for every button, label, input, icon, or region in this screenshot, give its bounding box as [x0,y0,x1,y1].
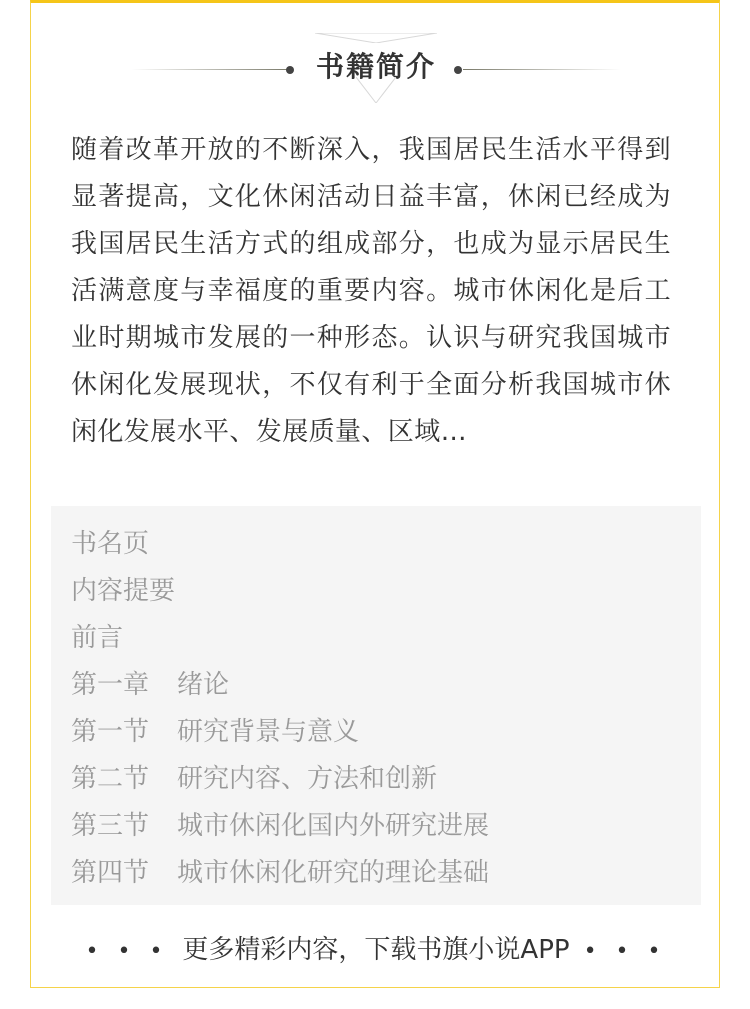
header-right-line [463,69,621,70]
header-top-triangle-decoration [315,33,437,43]
header-right-dot [454,66,462,74]
toc-item[interactable] [71,615,681,662]
section-title: 书籍简介 [315,50,436,83]
toc-item[interactable] [71,756,681,803]
toc-chapter-title: 城市休闲化研究的理论基础 [177,858,490,888]
toc-chapter-label: 前言 [71,623,124,653]
toc-item[interactable] [71,662,681,709]
toc-chapter-title: 绪论 [177,670,230,700]
footer-right-dots: • • • [583,939,667,964]
book-intro-card [30,0,720,988]
table-of-contents [51,506,701,905]
toc-chapter-label: 第一节 [71,717,150,747]
download-app-link[interactable] [31,925,721,975]
toc-chapter-label: 书名页 [71,529,150,559]
download-app-text: 更多精彩内容，下载书旗小说APP [182,935,570,965]
toc-item[interactable] [71,568,681,615]
toc-item[interactable] [71,709,681,756]
toc-chapter-label: 第四节 [71,858,150,888]
toc-chapter-label: 第三节 [71,811,150,841]
toc-item[interactable] [71,521,681,568]
toc-item[interactable] [71,850,681,897]
toc-chapter-title: 研究内容、方法和创新 [177,764,438,794]
toc-item[interactable] [71,803,681,850]
section-header [31,31,721,103]
header-bottom-triangle-decoration [356,77,396,103]
toc-chapter-title: 研究背景与意义 [177,717,360,747]
footer-left-dots: • • • [85,939,169,964]
toc-chapter-label: 内容提要 [71,576,176,606]
book-description: 随着改革开放的不断深入，我国居民生活水平得到显著提高，文化休闲活动日益丰富，休闲已经成为我国居民生活方式的组成部分，也成为显示居民生活满意度与幸福度的重要内容。城市休闲化是后工业时期城市发展的一种形态。认识与研究我国城市休闲化发展现状，不仅有利于全面分析我国城市休闲化发展水平、发展质量、区域… [71,135,671,447]
toc-chapter-title: 城市休闲化国内外研究进展 [177,811,490,841]
toc-chapter-label: 第一章 [71,670,150,700]
toc-chapter-label: 第二节 [71,764,150,794]
